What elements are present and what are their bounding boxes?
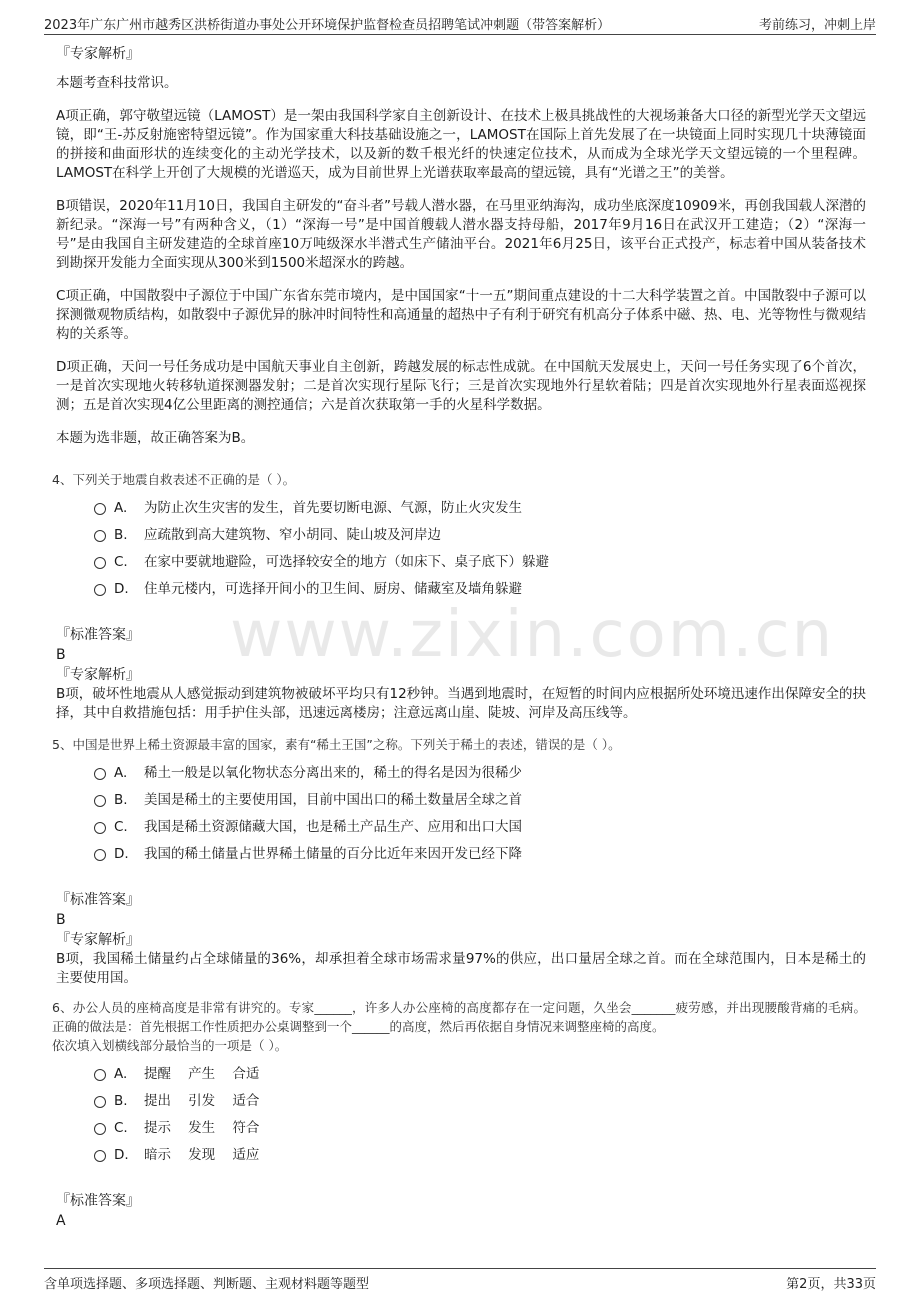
radio-icon[interactable] xyxy=(94,557,106,569)
radio-icon[interactable] xyxy=(94,584,106,596)
expert-analysis-label: 『专家解析』 xyxy=(56,46,140,62)
radio-icon[interactable] xyxy=(94,530,106,542)
question-5-options xyxy=(56,760,866,868)
radio-icon[interactable] xyxy=(94,822,106,834)
question-4-analysis: B项，破坏性地震从人感觉振动到建筑物被破坏平均只有12秒钟。当遇到地震时，在短暂的时间内应根据所处环境迅速作出保障安全的抉择，其中自救措施包括：用手护住头部，迅速远离楼房；注意远离山崖、陡坡、河岸及高压线等。 xyxy=(56,686,866,721)
question-4-options xyxy=(56,495,866,603)
option-d[interactable]: D. 住单元楼内，可选择开间小的卫生间、厨房、储藏室及墙角躲避 xyxy=(56,576,866,603)
expert-analysis-label: 『专家解析』 xyxy=(56,667,140,683)
option-d[interactable]: D. 我国的稀土储量占世界稀土储量的百分比近年来因开发已经下降 xyxy=(56,841,866,868)
radio-icon[interactable] xyxy=(94,1150,106,1162)
option-a[interactable]: A. 稀土一般是以氧化物状态分离出来的，稀土的得名是因为很稀少 xyxy=(56,760,866,787)
standard-answer-value: A xyxy=(56,1213,66,1229)
option-b[interactable]: B. 应疏散到高大建筑物、窄小胡同、陡山坡及河岸边 xyxy=(56,522,866,549)
page-header xyxy=(44,10,876,35)
question-6-prompt: 依次填入划横线部分最恰当的一项是（ ）。 xyxy=(52,1038,288,1053)
question-6-options xyxy=(56,1061,866,1169)
option-a[interactable]: A. 提醒 产生 合适 xyxy=(56,1061,866,1088)
analysis-option-c: C项正确，中国散裂中子源位于中国广东省东莞市境内，是中国国家“十一五”期间重点建设的十二大科学装置之首。中国散裂中子源可以探测微观物质结构，如散裂中子源优异的脉冲时间特性和高通量的超热中子有利于研究有机高分子体系中磁、热、电、光等物性与微观结构的关系等。 xyxy=(56,288,866,342)
standard-answer-label: 『标准答案』 xyxy=(56,1193,140,1209)
page-content xyxy=(52,44,866,1231)
question-5-text: 5、中国是世界上稀土资源最丰富的国家，素有“稀土王国”之称。下列关于稀土的表述，错误的是（ ）。 xyxy=(52,737,621,752)
header-slogan: 考前练习，冲刺上岸 xyxy=(758,18,876,33)
radio-icon[interactable] xyxy=(94,503,106,515)
standard-answer-value: B xyxy=(56,912,66,928)
analysis-option-a: A项正确，郭守敬望远镜（LAMOST）是一架由我国科学家自主创新设计、在技术上极具挑战性的大视场兼备大口径的新型光学天文望远镜，即“王-苏反射施密特望远镜”。作为国家重大科技基础设施之一，LAMOST在国际上首先发展了在一块镜面上同时实现几十块薄镜面的拼接和曲面形状的连续变化的主动光学技术，以及新的数千根光纤的快速定位技术，从而成为全球光学天文望远镜的一个里程碑。LAMOST在科学上开创了大规模的光谱巡天，成为目前世界上光谱获取率最高的望远镜，具有“光谱之王”的美誉。 xyxy=(56,108,866,181)
question-types-note: 含单项选择题、多项选择题、判断题、主观材料题等题型 xyxy=(44,1277,370,1292)
radio-icon[interactable] xyxy=(94,1096,106,1108)
question-4-text: 4、下列关于地震自救表述不正确的是（ ）。 xyxy=(52,472,296,487)
radio-icon[interactable] xyxy=(94,1123,106,1135)
standard-answer-label: 『标准答案』 xyxy=(56,892,140,908)
watermark-text: www.zixin.com.cn xyxy=(230,598,835,672)
page-number: 第2页，共33页 xyxy=(786,1277,876,1292)
analysis-option-b: B项错误，2020年11月10日，我国自主研发的“奋斗者”号载人潜水器，在马里亚纳海沟，成功坐底深度10909米，再创我国载人深潜的新纪录。“深海一号”有两种含义，（1）“深海一号”是中国首艘载人潜水器支持母船，2017年9月16日在武汉开工建造；（2）“深海一号”是由我国自主研发建造的全球首座10万吨级深水半潜式生产储油平台。2021年6月25日，该平台正式投产，标志着中国从装备技术到勘探开发能力全面实现从300米到1500米超深水的跨越。 xyxy=(56,198,866,271)
option-c[interactable]: C. 在家中要就地避险，可选择较安全的地方（如床下、桌子底下）躲避 xyxy=(56,549,866,576)
page-footer xyxy=(44,1268,876,1293)
option-a[interactable]: A. 为防止次生灾害的发生，首先要切断电源、气源，防止火灾发生 xyxy=(56,495,866,522)
analysis-conclusion: 本题为选非题，故正确答案为B。 xyxy=(56,430,255,446)
option-b[interactable]: B. 提出 引发 适合 xyxy=(56,1088,866,1115)
option-b[interactable]: B. 美国是稀土的主要使用国，目前中国出口的稀土数量居全球之首 xyxy=(56,787,866,814)
document-title: 2023年广东广州市越秀区洪桥街道办事处公开环境保护监督检查员招聘笔试冲刺题（带答案解析） xyxy=(44,18,611,33)
analysis-option-d: D项正确，天问一号任务成功是中国航天事业自主创新，跨越发展的标志性成就。在中国航天发展史上，天问一号任务实现了6个首次，一是首次实现地火转移轨道探测器发射；二是首次实现行星际飞行；三是首次实现地外行星软着陆；四是首次实现地外行星表面巡视探测；五是首次实现4亿公里距离的测控通信；六是首次获取第一手的火星科学数据。 xyxy=(56,359,866,413)
radio-icon[interactable] xyxy=(94,795,106,807)
question-5-analysis: B项，我国稀土储量约占全球储量的36%，却承担着全球市场需求量97%的供应，出口量居全球之首。而在全球范围内，日本是稀土的主要使用国。 xyxy=(56,951,866,986)
radio-icon[interactable] xyxy=(94,849,106,861)
expert-analysis-label: 『专家解析』 xyxy=(56,932,140,948)
option-c[interactable]: C. 我国是稀土资源储藏大国，也是稀土产品生产、应用和出口大国 xyxy=(56,814,866,841)
standard-answer-value: B xyxy=(56,647,66,663)
option-c[interactable]: C. 提示 发生 符合 xyxy=(56,1115,866,1142)
radio-icon[interactable] xyxy=(94,768,106,780)
analysis-intro: 本题考查科技常识。 xyxy=(56,75,178,91)
standard-answer-label: 『标准答案』 xyxy=(56,627,140,643)
option-d[interactable]: D. 暗示 发现 适应 xyxy=(56,1142,866,1169)
question-6-text: 6、办公人员的座椅高度是非常有讲究的。专家______，许多人办公座椅的高度都存在一定问题，久坐会_______疲劳感，并出现腰酸背痛的毛病。正确的做法是：首先根据工作性质把办公桌调整到一个______的高度，然后再依据自身情况来调整座椅的高度。 xyxy=(52,1000,866,1034)
radio-icon[interactable] xyxy=(94,1069,106,1081)
